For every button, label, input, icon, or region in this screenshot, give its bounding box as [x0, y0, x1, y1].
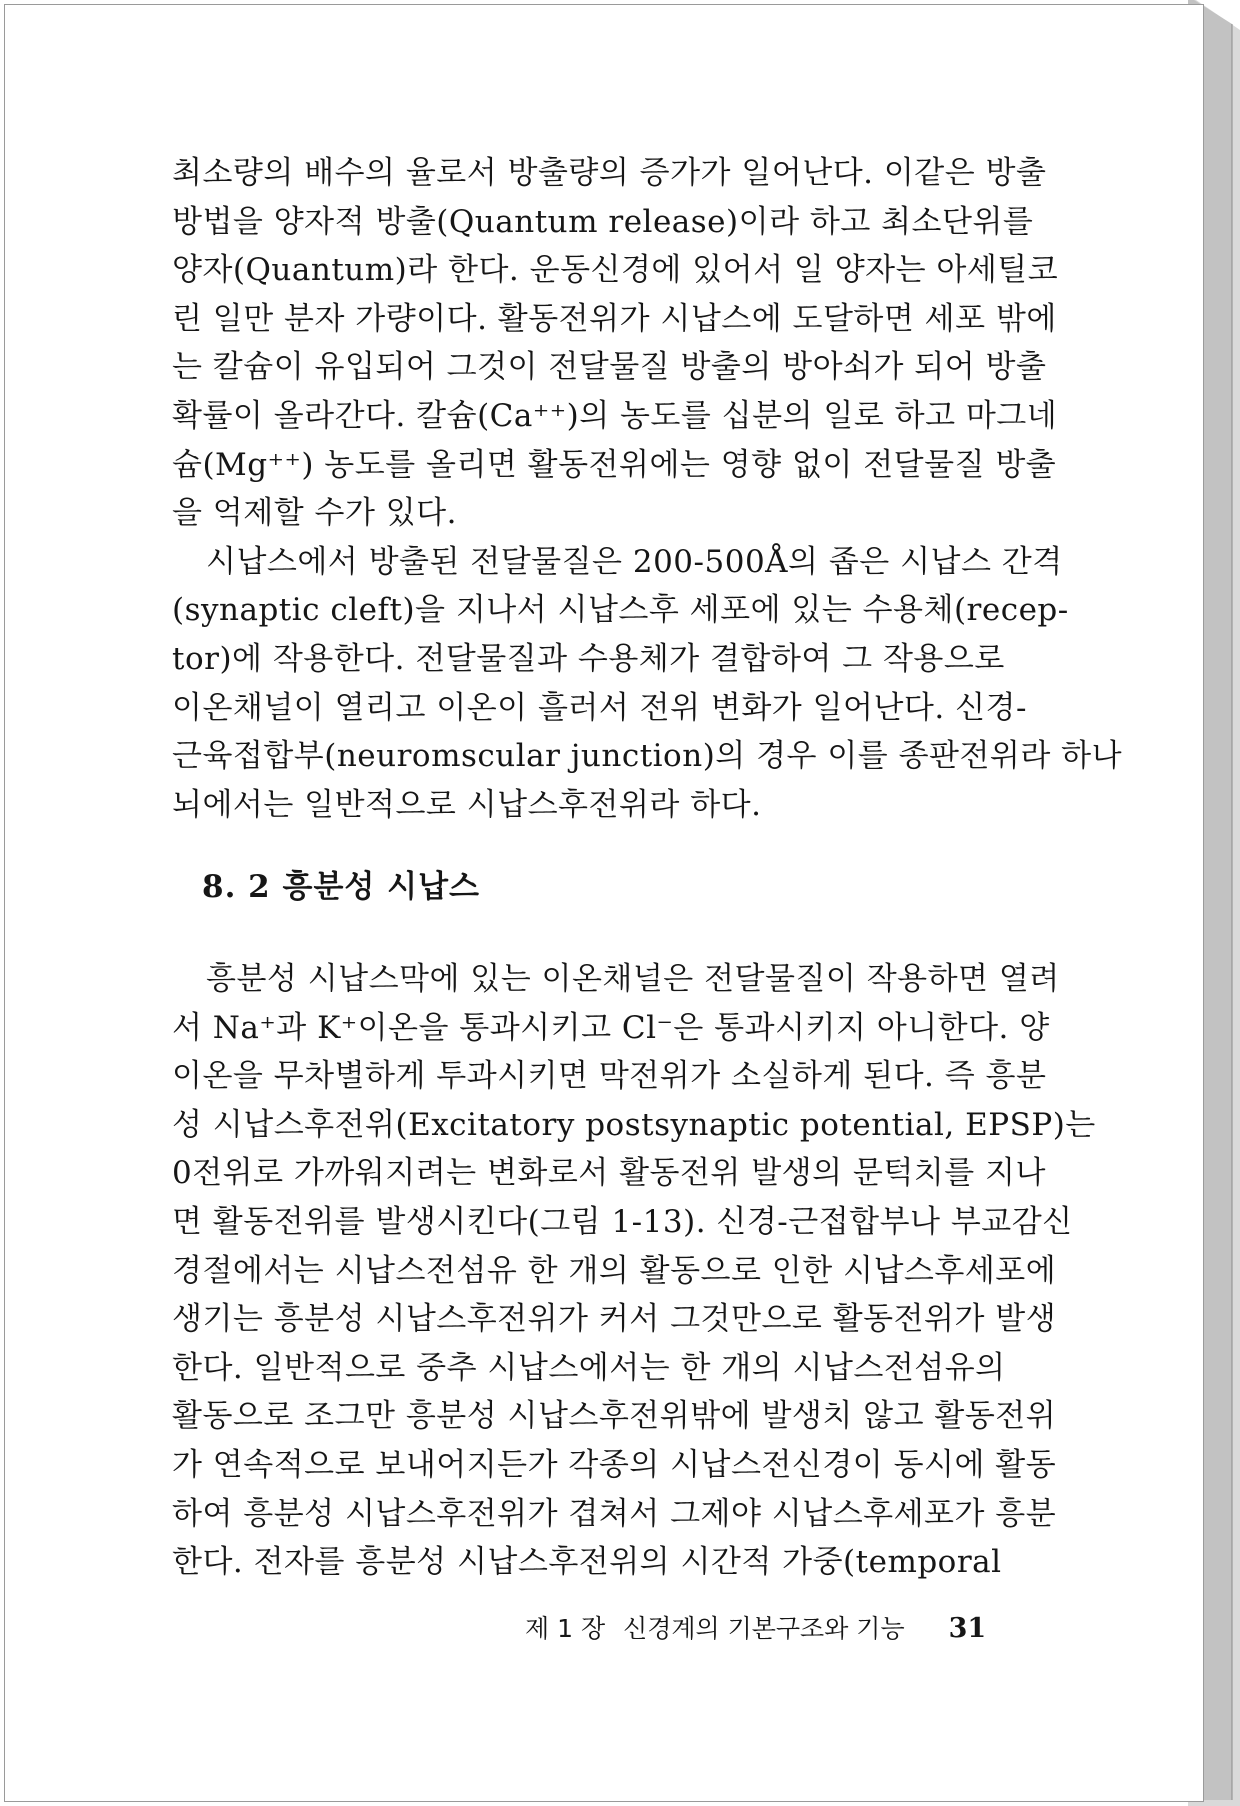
text-line: 한다. 일반적으로 중추 시납스에서는 한 개의 시납스전섬유의 — [172, 1349, 1006, 1386]
page-number: 31 — [948, 1613, 987, 1644]
text-line: 흥분성 시납스막에 있는 이온채널은 전달물질이 작용하면 열려 — [206, 961, 1060, 997]
chapter-title: 신경계의 기본구조와 기능 — [623, 1614, 905, 1643]
text-line: 슘(Mg⁺⁺) 농도를 올리면 활동전위에는 영향 없이 전달물질 방출 — [172, 446, 1057, 483]
text-line: 경절에서는 시납스전섬유 한 개의 활동으로 인한 시납스후세포에 — [172, 1252, 1057, 1289]
text-line: 뇌에서는 일반적으로 시납스후전위라 하다. — [172, 786, 762, 823]
text-line: 양자(Quantum)라 한다. 운동신경에 있어서 일 양자는 아세틸코 — [172, 252, 1059, 289]
paragraph-block-2 — [172, 955, 1096, 1587]
text-line: 한다. 전자를 흥분성 시납스후전위의 시간적 가중(temporal — [172, 1544, 1002, 1581]
text-line: 성 시납스후전위(Excitatory postsynaptic potential, EPSP)는 — [172, 1106, 1096, 1143]
text-line: 린 일만 분자 가량이다. 활동전위가 시납스에 도달하면 세포 밖에 — [172, 300, 1057, 337]
text-line: 이온채널이 열리고 이온이 흘러서 전위 변화가 일어난다. 신경- — [172, 689, 1027, 726]
chapter-label: 제 1 장 — [525, 1614, 606, 1643]
text-line: 을 억제할 수가 있다. — [172, 495, 457, 532]
text-line: 가 연속적으로 보내어지든가 각종의 시납스전신경이 동시에 활동 — [172, 1446, 1057, 1483]
text-line: 시납스에서 방출된 전달물질은 200-500Å의 좁은 시납스 간격 — [206, 543, 1063, 580]
text-line: 생기는 흥분성 시납스후전위가 커서 그것만으로 활동전위가 발생 — [172, 1301, 1057, 1338]
section-heading: 8. 2 흥분성 시납스 — [202, 869, 480, 905]
text-line: tor)에 작용한다. 전달물질과 수용체가 결합하여 그 작용으로 — [172, 640, 1005, 677]
text-line: 방법을 양자적 방출(Quantum release)이라 하고 최소단위를 — [172, 203, 1034, 240]
book-page — [4, 4, 1204, 1802]
paragraph-block-1 — [172, 149, 1123, 829]
text-line: 면 활동전위를 발생시킨다(그림 1-13). 신경-근접합부나 부교감신 — [172, 1203, 1073, 1240]
page-footer — [525, 1609, 996, 1645]
text-line: 0전위로 가까워지려는 변화로서 활동전위 발생의 문턱치를 지나 — [172, 1155, 1046, 1192]
text-line: (synaptic cleft)을 지나서 시납스후 세포에 있는 수용체(recep- — [172, 592, 1069, 629]
text-line: 이온을 무차별하게 투과시키면 막전위가 소실하게 된다. 즉 흥분 — [172, 1058, 1047, 1095]
text-line: 최소량의 배수의 율로서 방출량의 증가가 일어난다. 이같은 방출 — [172, 155, 1047, 191]
text-line: 활동으로 조그만 흥분성 시납스후전위밖에 발생치 않고 활동전위 — [172, 1398, 1057, 1435]
text-line: 근육접합부(neuromscular junction)의 경우 이를 종판전위라 하나 — [172, 738, 1123, 775]
text-line: 하여 흥분성 시납스후전위가 겹쳐서 그제야 시납스후세포가 흥분 — [172, 1495, 1057, 1532]
text-line: 는 칼슘이 유입되어 그것이 전달물질 방출의 방아쇠가 되어 방출 — [172, 349, 1047, 386]
text-line: 확률이 올라간다. 칼슘(Ca⁺⁺)의 농도를 십분의 일로 하고 마그네 — [172, 397, 1058, 434]
text-line: 서 Na⁺과 K⁺이온을 통과시키고 Cl⁻은 통과시키지 아니한다. 양 — [172, 1009, 1050, 1046]
